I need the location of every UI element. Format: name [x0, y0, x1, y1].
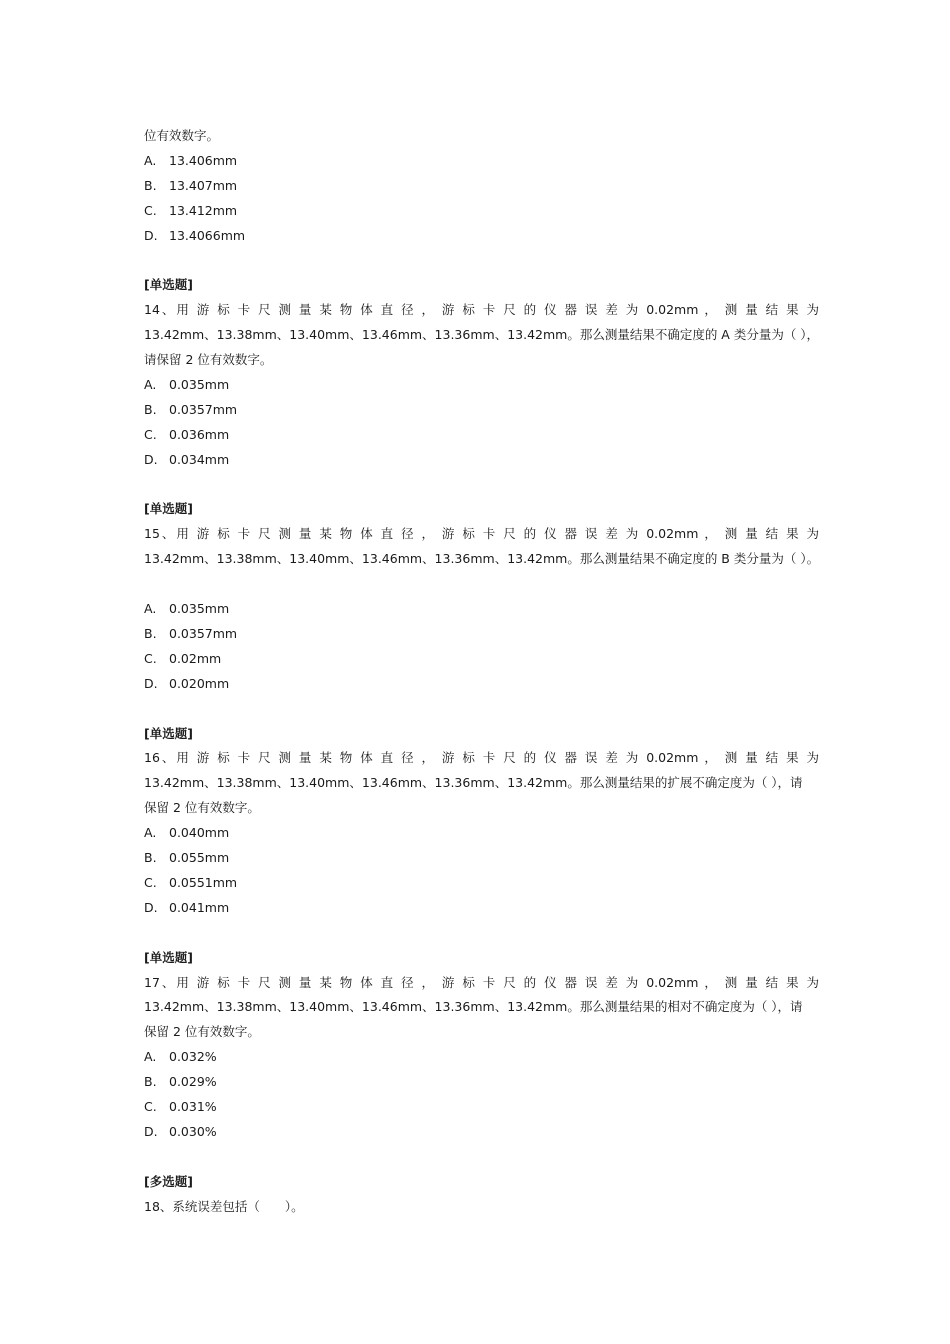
question-14-type: [单选题]	[144, 277, 193, 293]
question-15-option-b	[144, 622, 819, 647]
question-16-text-line2: 13.42mm、13.38mm、13.40mm、13.46mm、13.36mm、13.42mm。那么测量结果的扩展不确定度为（ ），请	[144, 775, 803, 791]
question-16-option-d	[144, 896, 819, 921]
question-16-text-line1: 16、用 游 标 卡 尺 测 量 某 物 体 直 径 ， 游 标 卡 尺 的 仪 器 误 差 为 0.02mm ， 测 量 结 果 为	[144, 750, 819, 766]
question-17-type: [单选题]	[144, 949, 193, 965]
option-text: 0.0551mm	[169, 874, 238, 890]
option-letter: B.	[144, 1074, 157, 1090]
question-17-option-d	[144, 1120, 819, 1145]
option-text: 0.040mm	[169, 825, 230, 841]
question-13-option-a	[144, 149, 819, 174]
option-text: 0.036mm	[169, 426, 230, 442]
question-16-option-a	[144, 821, 819, 846]
option-text: 0.035mm	[169, 601, 230, 617]
option-letter: A.	[144, 601, 157, 617]
question-14-option-a	[144, 373, 819, 398]
option-text: 0.031%	[169, 1099, 217, 1115]
question-14-option-b	[144, 398, 819, 423]
question-17-text-line3: 保留 2 位有效数字。	[144, 1024, 260, 1040]
option-text: 0.030%	[169, 1123, 217, 1139]
question-15-option-c	[144, 647, 819, 672]
spacer	[144, 249, 819, 274]
option-text: 0.0357mm	[169, 401, 238, 417]
option-text: 0.02mm	[169, 650, 222, 666]
option-text: 0.041mm	[169, 899, 230, 915]
spacer	[144, 921, 819, 946]
option-letter: D.	[144, 675, 158, 691]
question-14-text-line2: 13.42mm、13.38mm、13.40mm、13.46mm、13.36mm、13.42mm。那么测量结果不确定度的 A 类分量为（ ），	[144, 327, 820, 343]
spacer	[144, 1145, 819, 1170]
question-17-text-line2: 13.42mm、13.38mm、13.40mm、13.46mm、13.36mm、13.42mm。那么测量结果的相对不确定度为（ ），请	[144, 999, 803, 1015]
question-16-option-c	[144, 871, 819, 896]
question-15-option-a	[144, 597, 819, 622]
option-letter: C.	[144, 1099, 157, 1115]
option-text: 0.020mm	[169, 675, 230, 691]
question-14-option-d	[144, 448, 819, 473]
option-letter: B.	[144, 177, 157, 193]
option-letter: C.	[144, 650, 157, 666]
option-text: 0.035mm	[169, 376, 230, 392]
question-15-option-d	[144, 672, 819, 697]
question-14-text-line3: 请保留 2 位有效数字。	[144, 352, 273, 368]
question-13-text-tail: 位有效数字。	[144, 128, 220, 143]
option-letter: B.	[144, 850, 157, 866]
spacer	[144, 697, 819, 722]
question-17-text-line1: 17、用 游 标 卡 尺 测 量 某 物 体 直 径 ， 游 标 卡 尺 的 仪 器 误 差 为 0.02mm ， 测 量 结 果 为	[144, 974, 819, 990]
question-17-option-c	[144, 1095, 819, 1120]
option-letter: A.	[144, 376, 157, 392]
question-14-text-line1: 14、用 游 标 卡 尺 测 量 某 物 体 直 径 ， 游 标 卡 尺 的 仪 器 误 差 为 0.02mm ， 测 量 结 果 为	[144, 302, 819, 318]
option-text: 0.055mm	[169, 850, 230, 866]
spacer	[144, 572, 819, 597]
spacer	[144, 473, 819, 498]
question-17-option-b	[144, 1070, 819, 1095]
question-18-text-line1: 18、系统误差包括（ ）。	[144, 1198, 304, 1214]
question-13-option-d	[144, 224, 819, 249]
option-letter: D.	[144, 899, 158, 915]
question-14-option-c	[144, 423, 819, 448]
question-18-type: [多选题]	[144, 1173, 193, 1189]
option-text: 13.407mm	[169, 177, 238, 193]
option-letter: B.	[144, 401, 157, 417]
option-letter: A.	[144, 152, 157, 168]
option-letter: C.	[144, 202, 157, 218]
option-letter: D.	[144, 1123, 158, 1139]
option-text: 13.406mm	[169, 152, 238, 168]
option-text: 0.0357mm	[169, 625, 238, 641]
question-17-option-a	[144, 1045, 819, 1070]
option-text: 0.034mm	[169, 451, 230, 467]
question-13-option-b	[144, 174, 819, 199]
question-16-option-b	[144, 846, 819, 871]
option-letter: D.	[144, 451, 158, 467]
option-letter: C.	[144, 874, 157, 890]
question-15-type: [单选题]	[144, 501, 193, 517]
option-text: 13.412mm	[169, 202, 238, 218]
question-16-type: [单选题]	[144, 725, 193, 741]
option-letter: A.	[144, 825, 157, 841]
option-letter: B.	[144, 625, 157, 641]
option-text: 0.032%	[169, 1049, 217, 1065]
option-letter: D.	[144, 227, 158, 243]
question-15-text-line2: 13.42mm、13.38mm、13.40mm、13.46mm、13.36mm、13.42mm。那么测量结果不确定度的 B 类分量为（ ）。	[144, 551, 820, 567]
option-letter: C.	[144, 426, 157, 442]
question-13-option-c	[144, 199, 819, 224]
document-content	[144, 124, 819, 1220]
option-text: 0.029%	[169, 1074, 217, 1090]
question-15-text-line1: 15、用 游 标 卡 尺 测 量 某 物 体 直 径 ， 游 标 卡 尺 的 仪 器 误 差 为 0.02mm ， 测 量 结 果 为	[144, 526, 819, 542]
question-16-text-line3: 保留 2 位有效数字。	[144, 800, 260, 816]
option-text: 13.4066mm	[169, 227, 246, 243]
option-letter: A.	[144, 1049, 157, 1065]
